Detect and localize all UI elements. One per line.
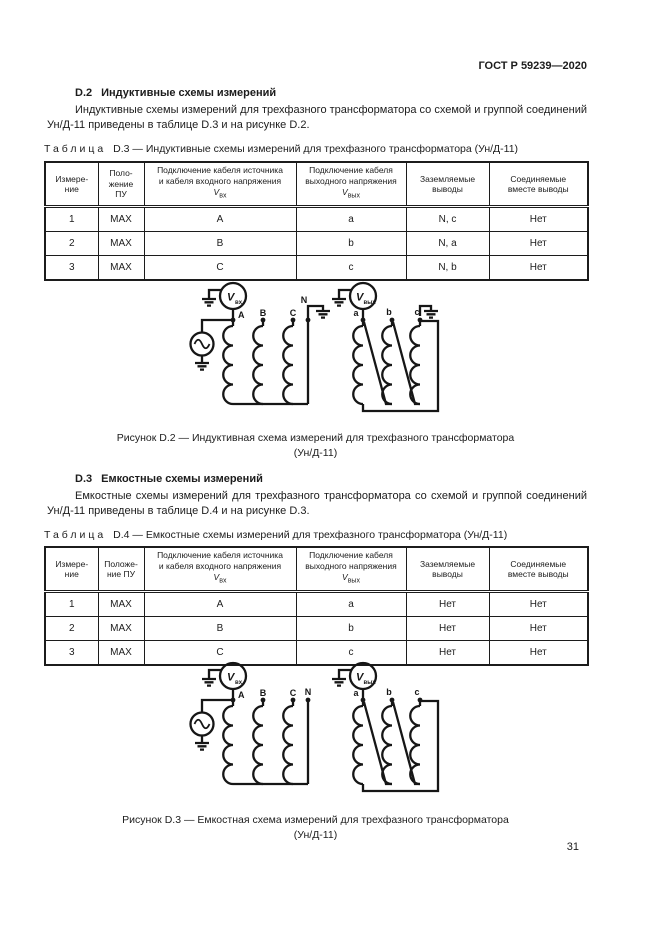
section-title: Емкостные схемы измерений [101, 473, 263, 485]
terminal-label-A: A [238, 310, 245, 320]
table-cell: N, a [406, 232, 489, 256]
table-row [45, 256, 588, 281]
table-caption-text: D.4 — Емкостные схемы измерений для трехфазного трансформатора (Ун/Д-11) [113, 529, 508, 541]
figure-d2-caption [44, 431, 587, 461]
winding-primary-B [253, 326, 263, 404]
terminal-label-c: c [414, 307, 420, 317]
winding-primary-C [283, 706, 293, 784]
winding-secondary-a [353, 326, 363, 404]
terminal-label-A: A [238, 690, 245, 700]
delta-link-c-a [363, 321, 438, 411]
table-row [45, 617, 588, 641]
voltmeter-out-label: V [356, 671, 364, 684]
table-d3 [44, 161, 589, 281]
voltmeter-out-subscript: вых [363, 300, 376, 306]
table-cell: MAX [98, 641, 144, 666]
winding-primary-A [223, 326, 233, 404]
table-cell: a [296, 207, 406, 232]
terminal-label-B: B [259, 688, 267, 698]
voltmeter-out-label: V [356, 291, 364, 304]
section-d3-paragraph: Емкостные схемы измерений для трехфазного трансформатора со схемой и группой соединений Ун/Д-11 приведены в таблице D.4 и на рисунке D.3. [47, 490, 587, 517]
figure-caption-line1: Рисунок D.3 — Емкостная схема измерений для трехфазного трансформатора [122, 814, 509, 826]
column-header-joined: Соединяемые вместе выводы [489, 547, 588, 592]
ground-icon [332, 299, 346, 306]
table-caption-word: Таблица [44, 529, 107, 541]
ground-icon [202, 299, 216, 306]
terminal-dots [231, 318, 423, 323]
section-d3-heading [75, 473, 263, 485]
circuit-diagram-d3 [175, 660, 475, 805]
voltmeter-in-subscript: вх [235, 680, 243, 686]
terminal-label-B: B [259, 308, 267, 318]
column-header-joined: Соединяемые вместе выводы [489, 162, 588, 207]
table-d4 [44, 546, 589, 666]
table-cell: MAX [98, 256, 144, 281]
column-header-measurement: Измере- ние [45, 547, 98, 592]
table-cell: A [144, 207, 296, 232]
table-cell: MAX [98, 617, 144, 641]
table-cell: c [296, 256, 406, 281]
table-header-row [45, 162, 588, 207]
section-number: D.3 [75, 473, 93, 485]
delta-link-c-a [363, 701, 438, 791]
ground-icon [424, 311, 438, 318]
terminal-label-b: b [386, 687, 392, 697]
circuit-diagram-d2 [175, 280, 475, 425]
table-cell: C [144, 256, 296, 281]
table-cell: MAX [98, 207, 144, 232]
table-cell: B [144, 232, 296, 256]
table-cell: B [144, 617, 296, 641]
table-cell: 3 [45, 256, 98, 281]
terminal-label-N: N [300, 295, 308, 305]
ground-icon [195, 363, 209, 370]
figure-d3-caption [44, 813, 587, 843]
table-row [45, 207, 588, 232]
terminal-label-a: a [353, 308, 359, 318]
terminal-label-a: a [353, 688, 359, 698]
column-header-position: Поло- жение ПУ [98, 162, 144, 207]
winding-primary-C [283, 326, 293, 404]
table-cell: 1 [45, 207, 98, 232]
table-cell: 2 [45, 232, 98, 256]
terminal-label-c: c [414, 687, 420, 697]
table-cell: 3 [45, 641, 98, 666]
table-cell: b [296, 232, 406, 256]
table-cell: A [144, 592, 296, 617]
table-cell: Нет [406, 617, 489, 641]
column-header-grounded: Заземляемые выводы [406, 162, 489, 207]
table-row [45, 232, 588, 256]
table-d3-caption [44, 143, 587, 155]
table-cell: Нет [489, 592, 588, 617]
figure-caption-line2: (Ун/Д-11) [293, 447, 338, 459]
ground-icon [195, 743, 209, 750]
figure-caption-line2: (Ун/Д-11) [293, 829, 338, 841]
ground-icon [202, 679, 216, 686]
section-d2-paragraph: Индуктивные схемы измерений для трехфазного трансформатора со схемой и группой соединений Ун/Д-11 приведены в таблице D.3 и на рисунке D.2. [47, 104, 587, 131]
table-row [45, 592, 588, 617]
terminal-label-C: C [289, 688, 297, 698]
table-cell: Нет [406, 641, 489, 666]
column-header-output-cable: Подключение кабеля выходного напряжения $V_{вых}$ [296, 547, 406, 592]
table-caption-text: D.3 — Индуктивные схемы измерений для трехфазного трансформатора (Ун/Д-11) [113, 143, 519, 155]
table-cell: N, b [406, 256, 489, 281]
ground-icon [332, 679, 346, 686]
page-number: 31 [566, 841, 579, 853]
standard-number-header: ГОСТ Р 59239—2020 [478, 60, 587, 72]
table-cell: Нет [406, 592, 489, 617]
table-cell: MAX [98, 232, 144, 256]
voltmeter-in-subscript: вх [235, 300, 243, 306]
winding-secondary-a [353, 706, 363, 784]
voltmeter-out-subscript: вых [363, 680, 376, 686]
column-header-output-cable: Подключение кабеля выходного напряжения $V_{вых}$ [296, 162, 406, 207]
section-number: D.2 [75, 87, 93, 99]
table-cell: 1 [45, 592, 98, 617]
table-cell: Нет [489, 207, 588, 232]
terminal-label-b: b [386, 307, 392, 317]
table-cell: c [296, 641, 406, 666]
table-cell: Нет [489, 256, 588, 281]
winding-primary-A [223, 706, 233, 784]
winding-primary-B [253, 706, 263, 784]
column-header-input-cable: Подключение кабеля источника и кабеля входного напряжения $V_{вх}$ [144, 162, 296, 207]
table-cell: Нет [489, 617, 588, 641]
column-header-measurement: Измере- ние [45, 162, 98, 207]
table-cell: N, c [406, 207, 489, 232]
table-cell: C [144, 641, 296, 666]
table-cell: b [296, 617, 406, 641]
table-d4-caption [44, 529, 587, 541]
table-caption-word: Таблица [44, 143, 107, 155]
table-header-row [45, 547, 588, 592]
table-cell: 2 [45, 617, 98, 641]
terminal-dots [231, 698, 423, 703]
ground-icon [316, 311, 330, 318]
column-header-input-cable: Подключение кабеля источника и кабеля входного напряжения $V_{вх}$ [144, 547, 296, 592]
section-d2-heading [75, 87, 276, 99]
voltmeter-in-label: V [227, 671, 235, 684]
terminal-label-N: N [304, 687, 312, 697]
section-title: Индуктивные схемы измерений [101, 87, 277, 99]
terminal-label-C: C [289, 308, 297, 318]
figure-caption-line1: Рисунок D.2 — Индуктивная схема измерений для трехфазного трансформатора [116, 432, 515, 444]
column-header-grounded: Заземляемые выводы [406, 547, 489, 592]
table-cell: MAX [98, 592, 144, 617]
voltmeter-in-label: V [227, 291, 235, 304]
table-cell: a [296, 592, 406, 617]
table-cell: Нет [489, 232, 588, 256]
column-header-position: Положе- ние ПУ [98, 547, 144, 592]
table-cell: Нет [489, 641, 588, 666]
